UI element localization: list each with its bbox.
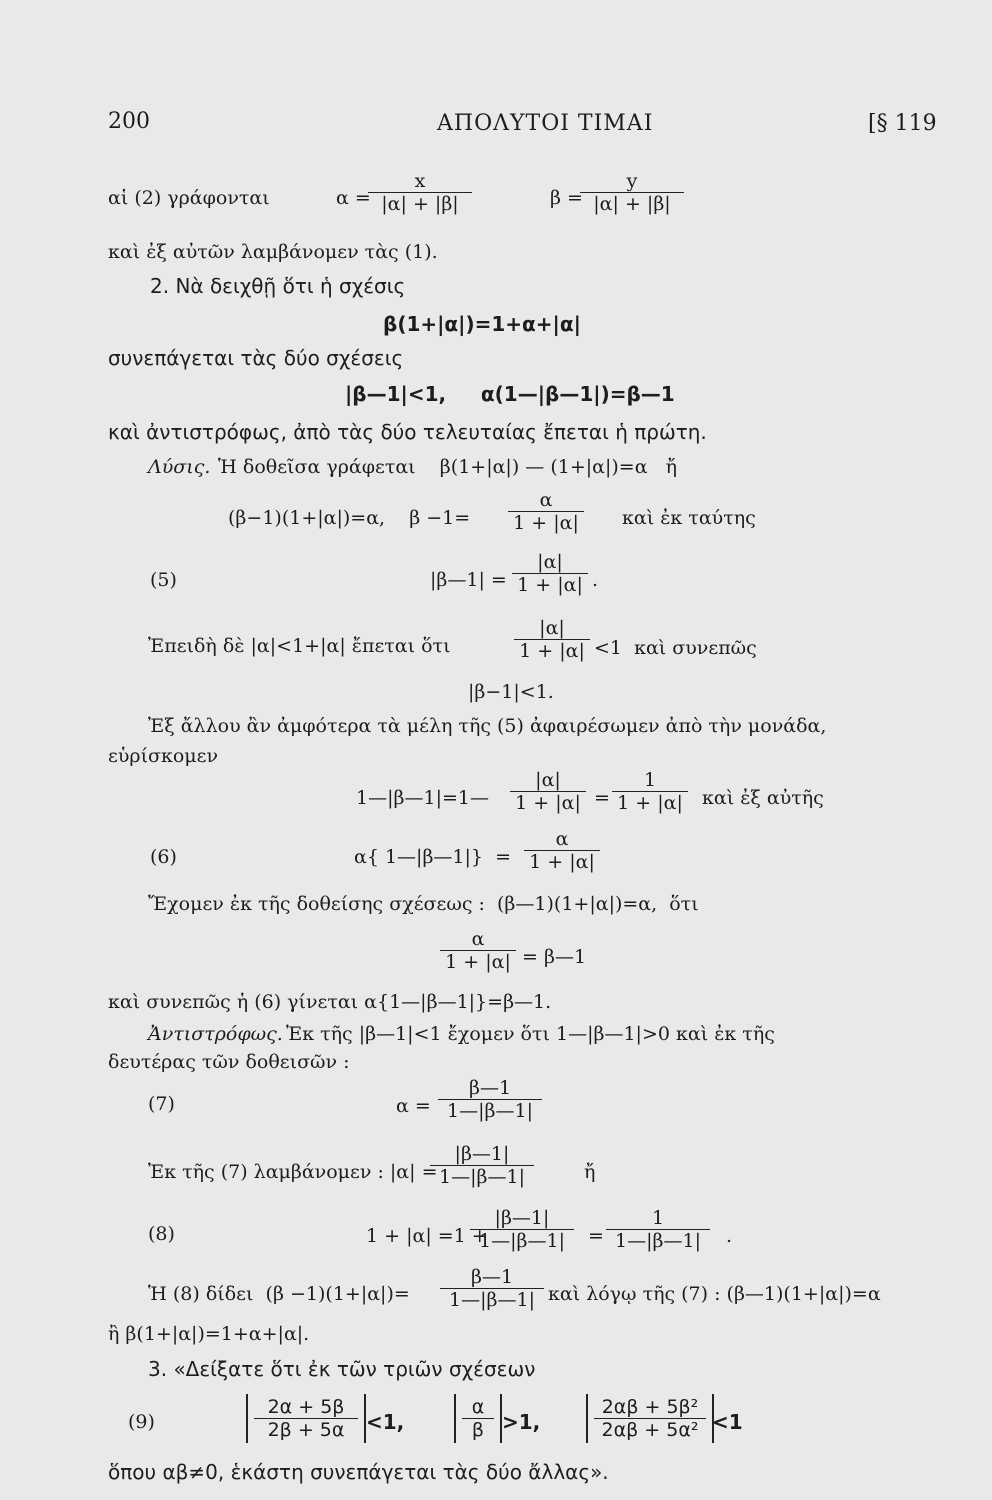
equation-symbol: β = (550, 187, 583, 209)
equation: β(1+|α|)=1+α+|α| (383, 312, 581, 336)
fraction (440, 928, 516, 973)
fraction-denominator: 1 + |α| (514, 639, 590, 662)
fraction (612, 769, 688, 814)
fraction (508, 489, 584, 534)
fraction-denominator: 1 + |α| (612, 791, 688, 814)
equation: (β−1)(1+|α|)=α, β −1= (228, 507, 471, 529)
equation: α{ 1—|β—1|} = (354, 846, 512, 868)
fraction (368, 170, 472, 215)
text-line: Ἡ δοθεῖσα γράφεται β(1+|α|) — (1+|α|)=α ἤ (218, 456, 678, 478)
equation: |β—1| = (430, 569, 507, 591)
text-line: εὑρίσκομεν (108, 745, 219, 767)
fraction-numerator: 1 (643, 769, 657, 791)
relation: <1 (712, 1410, 743, 1434)
text-line: ὅπου αβ≠0, ἑκάστη συνεπάγεται τὰς δύο ἄλλας». (108, 1460, 609, 1484)
fraction-denominator: 1 + |α| (510, 791, 586, 814)
fraction-numerator: |β—1| (494, 1207, 550, 1229)
text-line: Ἔχομεν ἐκ τῆς δοθείσης σχέσεως : (β—1)(1+|α|)=α, ὅτι (148, 893, 699, 915)
fraction-denominator: 1—|β—1| (440, 1288, 544, 1311)
fraction-numerator: x (414, 170, 426, 192)
absolute-fraction (586, 1394, 714, 1443)
equation-symbol: α = (336, 187, 371, 209)
absolute-fraction (454, 1394, 502, 1443)
text-line: Ἐκ τῆς |β—1|<1 ἔχομεν ὅτι 1—|β—1|>0 καὶ ἐκ τῆς (286, 1023, 775, 1045)
text-line: Ἐπειδὴ δὲ |α|<1+|α| ἔπεται ὅτι (148, 635, 451, 657)
fraction (510, 769, 586, 814)
fraction-numerator: β—1 (470, 1266, 514, 1288)
text-line: καὶ συνεπῶς ἡ (6) γίνεται α{1—|β—1|}=β—1. (108, 991, 552, 1013)
text-line: δευτέρας τῶν δοθεισῶν : (108, 1051, 350, 1073)
fraction-numerator: |α| (537, 551, 563, 573)
punctuation: . (726, 1225, 733, 1247)
running-title: ΑΠΟΛΥΤΟΙ ΤΙΜΑΙ (437, 111, 654, 136)
equation: |β—1|<1, α(1—|β—1|)=β—1 (345, 382, 675, 406)
text-line: Ἐξ ἄλλου ἂν ἀμφότερα τὰ μέλη τῆς (5) ἀφαιρέσωμεν ἀπὸ τὴν μονάδα, (148, 715, 827, 737)
relation: >1, (502, 1410, 541, 1434)
fraction-denominator: 1 + |α| (508, 511, 584, 534)
equation-tag: (8) (148, 1223, 175, 1245)
fraction-numerator: y (626, 170, 638, 192)
fraction (470, 1207, 574, 1252)
solution-label: Λύσις. (148, 456, 211, 478)
fraction (438, 1077, 542, 1122)
fraction-numerator: |β—1| (454, 1143, 510, 1165)
equation: ἢ β(1+|α|)=1+α+|α|. (108, 1323, 310, 1345)
fraction-denominator: 2β + 5α (254, 1418, 358, 1441)
fraction-denominator: 1—|β—1| (470, 1229, 574, 1252)
fraction-denominator: 1 + |α| (440, 950, 516, 973)
text-line: <1 καὶ συνεπῶς (594, 637, 757, 659)
fraction (512, 551, 588, 596)
text-line: Ἐκ τῆς (7) λαμβάνομεν : |α| = (148, 1161, 438, 1183)
fraction-numerator: α (471, 928, 485, 950)
fraction (580, 170, 684, 215)
fraction-numerator: α (539, 489, 553, 511)
equation: |β−1|<1. (468, 681, 554, 703)
fraction-numerator: 1 (651, 1207, 665, 1229)
converse-label: Ἀντιστρόφως. (148, 1023, 283, 1045)
fraction-denominator: β (462, 1418, 494, 1441)
equation: 1—|β—1|=1— (356, 787, 489, 809)
fraction-denominator: 1—|β—1| (430, 1165, 534, 1188)
text-line: καὶ ἀντιστρόφως, ἀπὸ τὰς δύο τελευταίας ἔπεται ἡ πρώτη. (108, 420, 707, 444)
text-line: συνεπάγεται τὰς δύο σχέσεις (108, 346, 404, 370)
fraction-numerator: 2α + 5β (267, 1396, 345, 1418)
equation-tag: (7) (148, 1093, 175, 1115)
fraction-denominator: 1—|β—1| (606, 1229, 710, 1252)
fraction-numerator: |α| (539, 617, 565, 639)
fraction (524, 828, 600, 873)
problem-heading: 3. «Δείξατε ὅτι ἐκ τῶν τριῶν σχέσεων (148, 1357, 536, 1381)
equation: 1 + |α| =1 + (366, 1225, 488, 1247)
fraction-denominator: |α| + |β| (580, 192, 684, 215)
fraction-denominator: 2αβ + 5α² (594, 1418, 706, 1441)
fraction-numerator: |α| (535, 769, 561, 791)
equation-tag: (9) (128, 1411, 155, 1433)
equation-symbol: = (588, 1225, 604, 1247)
fraction-numerator: 2αβ + 5β² (601, 1396, 699, 1418)
fraction (440, 1266, 544, 1311)
equation-symbol: α = (396, 1095, 431, 1117)
equation-tag: (6) (150, 846, 177, 868)
absolute-fraction (246, 1394, 366, 1443)
equation-symbol: = (594, 787, 610, 809)
text-line: ἤ (584, 1161, 596, 1183)
text-line: καὶ ἐξ αὐτῶν λαμβάνομεν τὰς (1). (108, 241, 438, 263)
punctuation: . (592, 569, 599, 591)
text-line: καὶ λόγῳ τῆς (7) : (β—1)(1+|α|)=α (548, 1283, 881, 1305)
text-line: αἱ (2) γράφονται (108, 187, 270, 209)
fraction (606, 1207, 710, 1252)
equation: = β—1 (522, 946, 587, 968)
text-line: καὶ ἐξ αὐτῆς (702, 787, 824, 809)
text-line: Ἡ (8) δίδει (β −1)(1+|α|)= (148, 1283, 410, 1305)
fraction-numerator: α (471, 1396, 485, 1418)
fraction-numerator: α (555, 828, 569, 850)
problem-heading: 2. Νὰ δειχθῇ ὅτι ἡ σχέσις (150, 274, 406, 298)
fraction-denominator: 1 + |α| (524, 850, 600, 873)
fraction-denominator: 1—|β—1| (438, 1099, 542, 1122)
fraction (430, 1143, 534, 1188)
page-number: 200 (108, 109, 150, 134)
fraction-numerator: β—1 (468, 1077, 512, 1099)
relation: <1, (366, 1410, 405, 1434)
equation-tag: (5) (150, 569, 177, 591)
fraction (514, 617, 590, 662)
text-line: καὶ ἐκ ταύτης (622, 507, 756, 529)
section-number: [§ 119 (868, 111, 937, 136)
fraction-denominator: 1 + |α| (512, 573, 588, 596)
fraction-denominator: |α| + |β| (368, 192, 472, 215)
